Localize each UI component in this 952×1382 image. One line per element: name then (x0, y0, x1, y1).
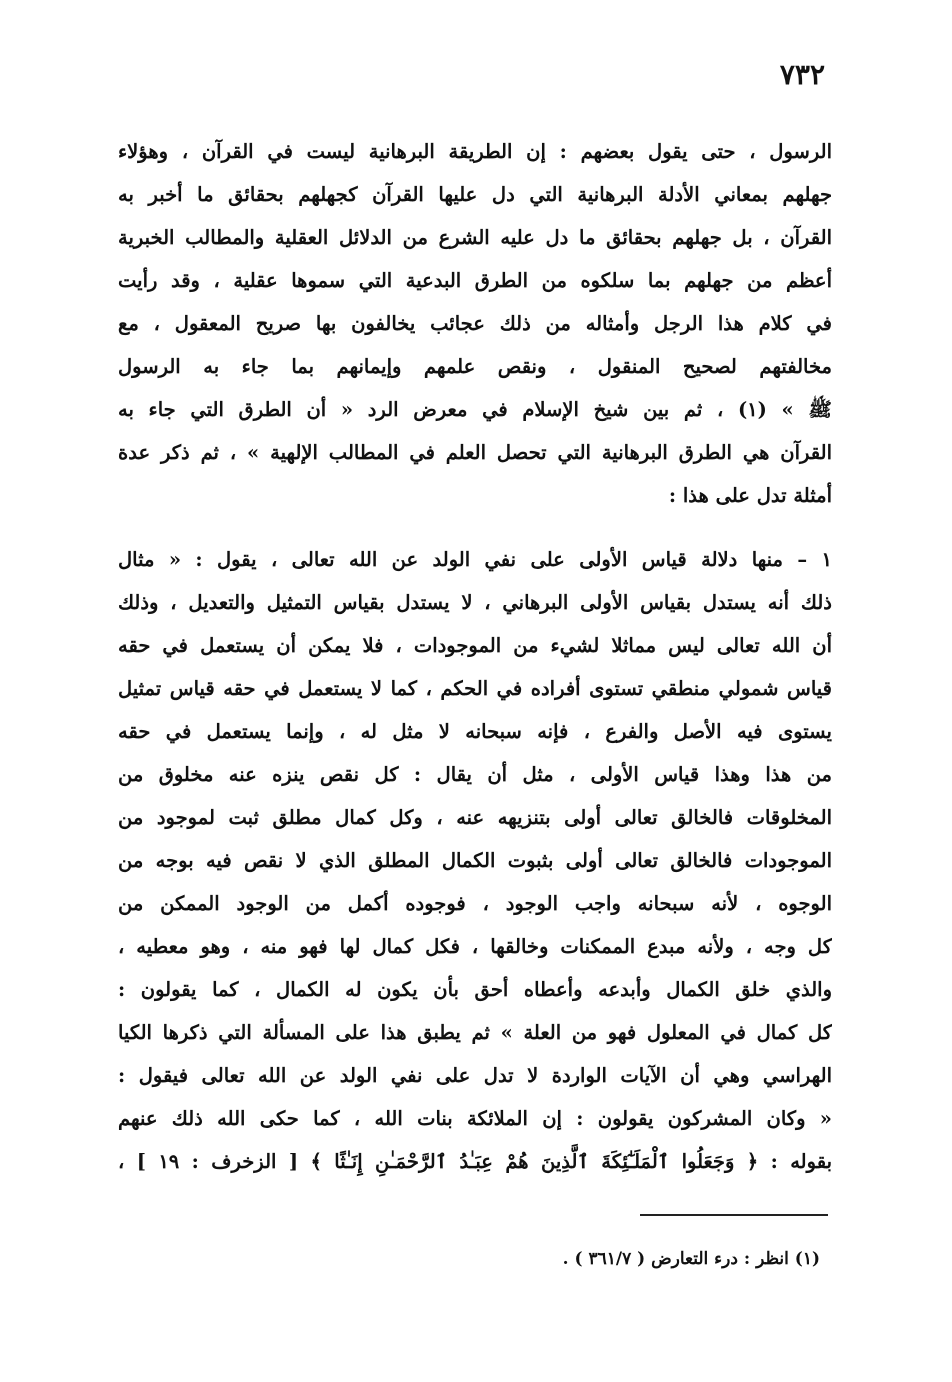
paragraph-2 (118, 538, 832, 1183)
text-line: ﷺ » (١) ، ثم بين شيخ الإسلام في معرض الرد « أن الطرق التي جاء به (118, 398, 832, 421)
text-line: في كلام هذا الرجل وأمثاله من ذلك عجائب يخالفون بها صريح المعقول ، مع (118, 312, 832, 335)
text-line: القرآن هي الطرق البرهانية التي تحصل العلم في المطالب الإلهية » ، ثم ذكر عدة (118, 441, 832, 464)
text-line: الموجودات فالخالق تعالى أولى بثبوت الكمال المطلق الذي لا نقص فيه بوجه من (118, 849, 832, 872)
text-line: أعظم من جهلهم بما سلكوه من الطرق البدعية التي سموها عقلية ، وقد رأيت (118, 269, 832, 292)
text-line: بقوله : ﴿ وَجَعَلُوا ٱلْمَلَـٰٓئِكَةَ ٱلَّذِينَ هُمْ عِبَـٰدُ ٱلرَّحْمَـٰنِ إِنَـٰثًا ﴾ [ الزخرف : ١٩ ] ، (118, 1150, 832, 1173)
text-line: مخالفتهم لصحيح المنقول ، ونقص علمهم وإيمانهم بما جاء به الرسول (118, 355, 832, 378)
footnote-separator (640, 1214, 828, 1216)
text-line: كل كمال في المعلول فهو من العلة » ثم يطبق هذا على المسألة التي ذكرها الكيا (118, 1021, 832, 1044)
text-line: القرآن ، بل جهلهم بحقائق ما دل عليه الشرع من الدلائل العقلية والمطالب الخبرية (118, 226, 832, 249)
text-line: قياس شمولي منطقي تستوى أفراده في الحكم ، كما لا يستعمل في حقه قياس تمثيل (118, 677, 832, 700)
text-line: جهلهم بمعاني الأدلة البرهانية التي دل عليها القرآن كجهلهم بحقائق ما أخبر به (118, 183, 832, 206)
text-line: كل وجه ، ولأنه مبدع الممكنات وخالقها ، فكل كمال لها فهو منه ، وهو معطيه ، (118, 935, 832, 958)
text-line: يستوى فيه الأصل والفرع ، فإنه سبحانه لا مثل له ، وإنما يستعمل في حقه (118, 720, 832, 743)
text-line: من هذا وهذا قياس الأولى ، مثل أن يقال : كل نقص ينزه عنه مخلوق من (118, 763, 832, 786)
page-number: ٧٣٢ (779, 58, 825, 91)
text-line: والذي خلق الكمال وأبدعه وأعطاه أحق بأن يكون له الكمال ، كما يقولون : (118, 978, 832, 1001)
text-line: الوجوه ، لأنه سبحانه واجب الوجود ، فوجوده أكمل من الوجود الممكن من (118, 892, 832, 915)
text-line: ذلك أنه يستدل بقياس الأولى البرهاني ، لا يستدل بقياس التمثيل والتعديل ، وذلك (118, 591, 832, 614)
text-line: الهراسي وهي أن الآيات الواردة لا تدل على نفي الولد عن الله تعالى فيقول : (118, 1064, 832, 1087)
text-line: الرسول ، حتى يقول بعضهم : إن الطريقة البرهانية ليست في القرآن ، وهؤلاء (118, 140, 832, 163)
footnote: (١) انظر : درء التعارض ( ٣٦١/٧ ) . (562, 1249, 820, 1269)
text-line: ١ – منها دلالة قياس الأولى على نفي الولد عن الله تعالى ، يقول : « مثال (118, 548, 832, 571)
text-line: « وكان المشركون يقولون : إن الملائكة بنات الله ، كما حكى الله ذلك عنهم (118, 1107, 832, 1130)
paragraph-1 (118, 130, 832, 517)
text-line: المخلوقات فالخالق تعالى أولى بتنزيهه عنه ، وكل كمال مطلق ثبت لموجود من (118, 806, 832, 829)
text-line: أن الله تعالى ليس مماثلا لشيء من الموجودات ، فلا يمكن أن يستعمل في حقه (118, 634, 832, 657)
text-line: أمثلة تدل على هذا : (668, 484, 832, 507)
